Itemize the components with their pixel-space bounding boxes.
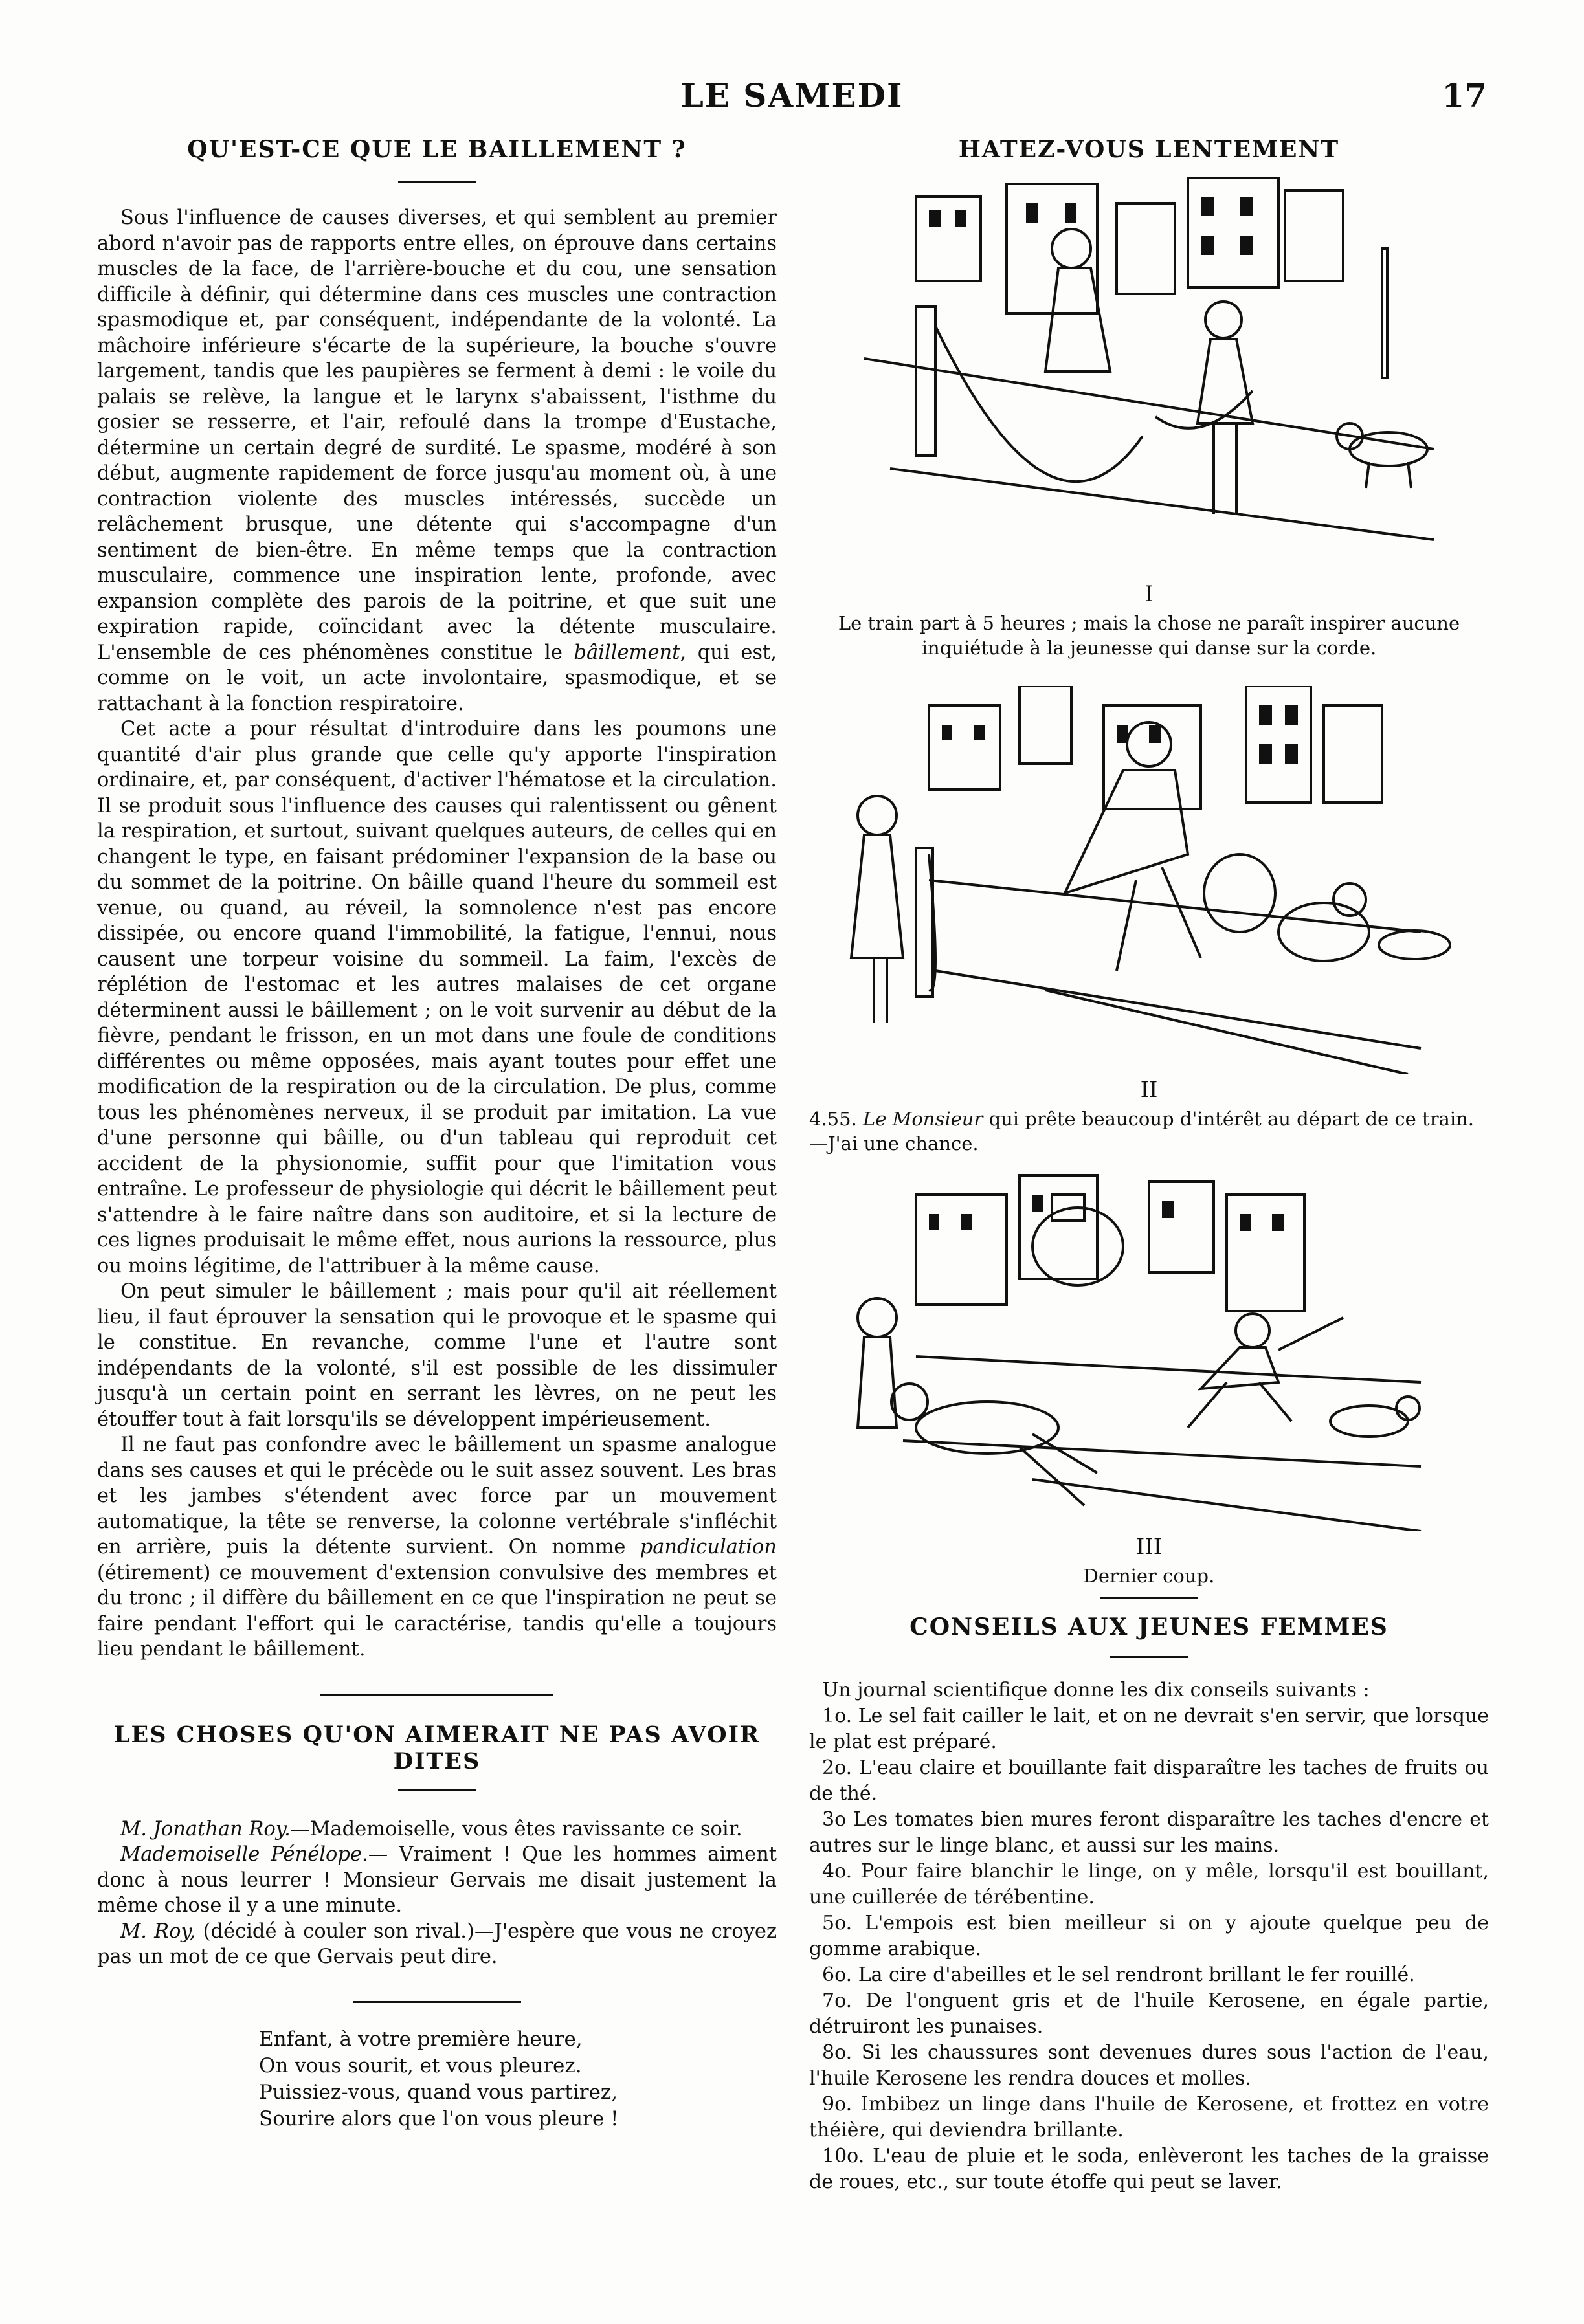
title-rule [1110, 1656, 1188, 1658]
poem-line: Enfant, à votre première heure, [259, 2027, 583, 2051]
conseil-item: 10o. L'eau de pluie et le soda, enlèveront les taches de la graisse de roues, etc., sur toute étoffe qui peut se laver. [809, 2145, 1489, 2193]
comic-panel-3-illustration [838, 1169, 1460, 1531]
newspaper-title: LE SAMEDI [680, 76, 904, 115]
page-number: 17 [1442, 76, 1487, 115]
panel-caption: Dernier coup. [1083, 1565, 1215, 1587]
dialogue-line: Mademoiselle Pénélope.— Vraiment ! Que les hommes aiment donc à nous leurrer ! Monsieur Gervais me disait justement la même chose il y a une minute. [97, 1843, 777, 1917]
panel-number: I [1144, 581, 1154, 607]
poem-line: On vous sourit, et vous pleurez. [259, 2053, 582, 2077]
article-paragraph: Sous l'influence de causes diverses, et qui semblent au premier abord n'avoir pas de rapports entre elles, on éprouve dans certains muscles de la face, de l'arrière-bouche et du cou, une sensation difficile à définir, qui détermine dans ces muscles une contraction spasmodique et, par conséquent, indépendante de la volonté. La mâchoire inférieure s'écarte de la supérieure, la bouche s'ouvre largement, tandis que les paupières se ferment à demi : le voile du palais se relève, la langue et le larynx s'abaissent, l'isthme du gosier se resserre, et l'air, refoulé dans la trompe d'Eustache, détermine un certain degré de surdité. Le spasme, modéré à son début, augmente rapidement de force jusqu'au moment où, à une contraction violente des muscles intéressés, succède un relâchement brusque, une détente qui s'accompagne d'un sentiment de bien-être. En même temps que la contraction musculaire, commence une inspiration lente, profonde, avec expansion complète des parois de la poitrine, et que suit une expiration rapide, coïncidant avec la détente musculaire. L'ensemble de ces phénomènes constitue le bâillement, qui est, comme on le voit, un acte involontaire, spasmodique, et se rattachant à la fonction respiratoire. [97, 206, 777, 715]
right-column [809, 136, 1489, 2195]
dialogue [97, 1817, 777, 1970]
article-title-conseils: CONSEILS AUX JEUNES FEMMES [909, 1613, 1389, 1641]
article-paragraph: Il ne faut pas confondre avec le bâillement un spasme analogue dans ses causes et qui le précède ou le suit assez souvent. Les bras et les jambes s'étendent avec force par un mouvement automatique, la tête se renverse, la colonne vertébrale s'infléchit en arrière, puis la détente survient. On nomme pandiculation (étirement) ce mouvement d'extension convulsive des membres et du tronc ; il diffère du bâillement en ce que l'inspiration ne peut se faire pendant l'effort qui le caractérise, tandis qu'elle a toujours lieu pendant le bâillement. [97, 1433, 777, 1661]
left-column [97, 136, 777, 2132]
conseil-item: 6o. La cire d'abeilles et le sel rendront brillant le fer rouillé. [822, 1964, 1415, 1986]
dialogue-line: M. Roy, (décidé à couler son rival.)—J'espère que vous ne croyez pas un mot de ce que Gervais peut dire. [97, 1920, 777, 1968]
panel-number: II [1140, 1077, 1158, 1103]
conseil-item: 3o Les tomates bien mures feront disparaître les taches d'encre et autres sur le linge blanc, et aussi sur les mains. [809, 1808, 1489, 1857]
conseil-item: 1o. Le sel fait cailler le lait, et on ne devrait s'en servir, que lorsque le plat est préparé. [809, 1705, 1489, 1753]
conseil-item: 7o. De l'onguent gris et de l'huile Kerosene, en égale partie, détruiront les punaises. [809, 1989, 1489, 2038]
panel-caption: Le train part à 5 heures ; mais la chose ne paraît inspirer aucune inquiétude à la jeunesse qui danse sur la corde. [838, 612, 1460, 659]
comic-title: HATEZ-VOUS LENTEMENT [958, 136, 1340, 163]
section-divider [1100, 1597, 1198, 1599]
conseil-item: 4o. Pour faire blanchir le linge, on y mêle, lorsqu'il est bouillant, une cuillerée de térébentine. [809, 1860, 1489, 1909]
conseil-item: 5o. L'empois est bien meilleur si on y ajoute quelque peu de gomme arabique. [809, 1912, 1489, 1960]
article-paragraph: Cet acte a pour résultat d'introduire dans les poumons une quantité d'air plus grande que celle qu'y apporte l'inspiration ordinaire, et, par conséquent, d'activer l'hématose et la circulation. Il se produit sous l'influence des causes qui ralentissent ou gênent la respiration, et surtout, suivant quelques auteurs, de celles qui en changent le type, en faisant prédominer l'expansion de la base ou du sommet de la poitrine. On bâille quand l'heure du sommeil est venue, ou quand, au réveil, la somnolence n'est pas encore dissipée, ou encore quand l'immobilité, la fatigue, l'ennui, nous causent une torpeur voisine du sommeil. La faim, l'excès de réplétion de l'estomac et les autres malaises de cet organe déterminent aussi le bâillement ; on le voit survenir au début de la fièvre, pendant le frisson, en un mot dans une foule de conditions différentes ou même opposées, mais ayant toutes pour effet une modification de la respiration ou de la circulation. De plus, comme tous les phénomènes nerveux, il se produit par imitation. La vue d'une personne qui bâille, ou d'un tableau qui reproduit cet accident de la physionomie, suffit pour que l'imitation vous entraîne. Le professeur de physiologie qui décrit le bâillement peut s'attendre à le faire naître dans son auditoire, et si la lecture de ces lignes produisait le même effet, nous aurions la ressource, plus ou moins légitime, de l'attribuer à la même cause. [97, 718, 777, 1278]
title-rule [398, 181, 476, 183]
title-rule [398, 1789, 476, 1791]
conseil-item: 8o. Si les chaussures sont devenues dures sous l'action de l'eau, l'huile Kerosene les rendra douces et molles. [809, 2041, 1489, 2090]
section-divider [320, 1694, 553, 1696]
article-title-baillement: QU'EST-CE QUE LE BAILLEMENT ? [187, 136, 687, 163]
poem-divider [353, 2001, 521, 2003]
poem-line: Sourire alors que l'on vous pleure ! [259, 2107, 619, 2130]
conseil-item: 2o. L'eau claire et bouillante fait disparaître les taches de fruits ou de thé. [809, 1756, 1489, 1805]
comic-panel-1-illustration [838, 177, 1460, 579]
panel-number: III [1135, 1534, 1163, 1560]
article-title-choses: LES CHOSES QU'ON AIMERAIT NE PAS AVOIR DITES [113, 1721, 761, 1775]
conseils-intro: Un journal scientifique donne les dix conseils suivants : [822, 1679, 1370, 1701]
poem-line: Puissiez-vous, quand vous partirez, [259, 2080, 618, 2104]
panel-caption: 4.55. Le Monsieur qui prête beaucoup d'intérêt au départ de ce train.—J'ai une chance. [809, 1108, 1475, 1155]
poem [259, 2026, 777, 2132]
article-paragraph: On peut simuler le bâillement ; mais pour qu'il ait réellement lieu, il faut éprouver la sensation qui le provoque et le spasme qui le constitue. En revanche, comme l'une et l'autre sont indépendants de la volonté, s'il est possible de les dissimuler jusqu'à un certain point en serrant les lèvres, on ne peut les étouffer tout à fait lorsqu'ils se développent impérieusement. [97, 1280, 777, 1431]
dialogue-line: M. Jonathan Roy.—Mademoiselle, vous êtes ravissante ce soir. [120, 1817, 742, 1841]
conseil-item: 9o. Imbibez un linge dans l'huile de Kerosene, et frottez en votre théière, qui deviendra brillante. [809, 2093, 1489, 2141]
comic-panel-2-illustration [838, 686, 1460, 1074]
